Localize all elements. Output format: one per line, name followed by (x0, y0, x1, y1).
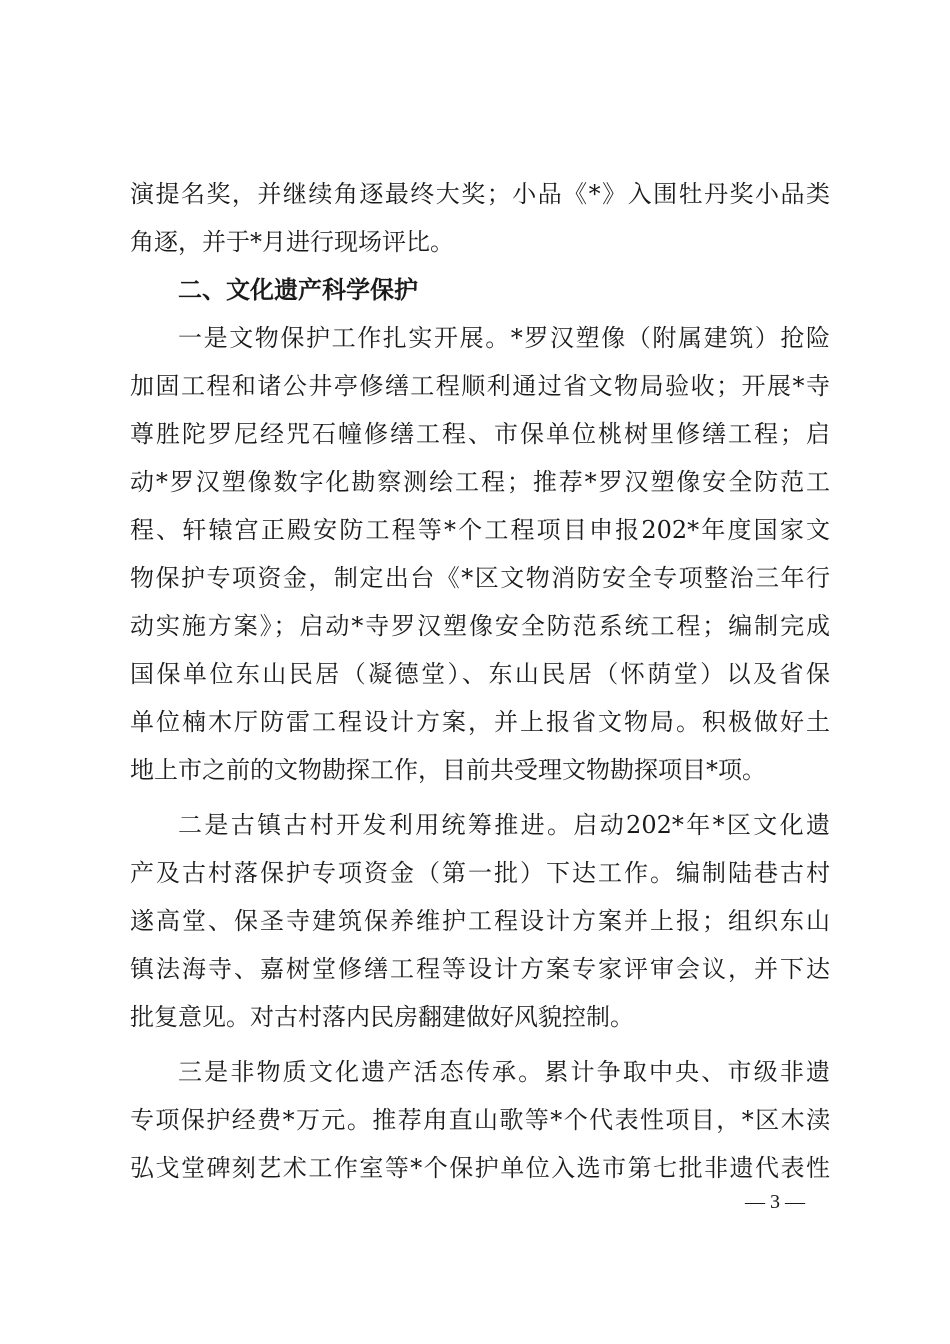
text-line: 国保单位东山民居（凝德堂）、东山民居（怀荫堂）以及省保 (130, 660, 830, 688)
text-line: 程、轩辕宫正殿安防工程等*个工程项目申报202*年度国家文 (130, 516, 830, 544)
text-line: 动*罗汉塑像数字化勘察测绘工程；推荐*罗汉塑像安全防范工 (130, 468, 830, 496)
text-line: 地上市之前的文物勘探工作，目前共受理文物勘探项目*项。 (130, 756, 766, 784)
text-line: 专项保护经费*万元。推荐甪直山歌等*个代表性项目，*区木渎 (130, 1106, 830, 1134)
paragraph-spacing (130, 794, 830, 801)
paragraph-continued (130, 170, 830, 266)
text-line: 角逐，并于*月进行现场评比。 (130, 228, 454, 256)
paragraph-relic-protection (130, 314, 830, 794)
text-line: 物保护专项资金，制定出台《*区文物消防安全专项整治三年行 (130, 564, 830, 592)
text-line: 产及古村落保护专项资金（第一批）下达工作。编制陆巷古村 (130, 859, 830, 887)
text-line: 批复意见。对古村落内民房翻建做好风貌控制。 (130, 1003, 634, 1031)
text-line: 一是文物保护工作扎实开展。*罗汉塑像（附属建筑）抢险 (178, 324, 830, 352)
text-line: 演提名奖，并继续角逐最终大奖；小品《*》入围牡丹奖小品类 (130, 180, 830, 208)
text-line: 动实施方案》；启动*寺罗汉塑像安全防范系统工程；编制完成 (130, 612, 830, 640)
text-line: 尊胜陀罗尼经咒石幢修缮工程、市保单位桃树里修缮工程；启 (130, 420, 830, 448)
section-heading: 二、文化遗产科学保护 (178, 275, 418, 304)
text-line: 遂高堂、保圣寺建筑保养维护工程设计方案并上报；组织东山 (130, 907, 830, 935)
text-line: 二是古镇古村开发利用统筹推进。启动202*年*区文化遗 (178, 811, 830, 839)
text-line: 单位楠木厅防雷工程设计方案，并上报省文物局。积极做好土 (130, 708, 830, 736)
text-line: 弘戈堂碑刻艺术工作室等*个保护单位入选市第七批非遗代表性 (130, 1154, 830, 1182)
paragraph-ancient-towns (130, 801, 830, 1041)
paragraph-spacing (130, 1041, 830, 1048)
text-line: 镇法海寺、嘉树堂修缮工程等设计方案专家评审会议，并下达 (130, 955, 830, 983)
page-number: — 3 — (745, 1191, 805, 1213)
body-text (130, 170, 830, 1192)
text-line: 三是非物质文化遗产活态传承。累计争取中央、市级非遗 (178, 1058, 830, 1086)
text-line: 加固工程和诸公井亭修缮工程顺利通过省文物局验收；开展*寺 (130, 372, 830, 400)
paragraph-intangible-heritage (130, 1048, 830, 1192)
